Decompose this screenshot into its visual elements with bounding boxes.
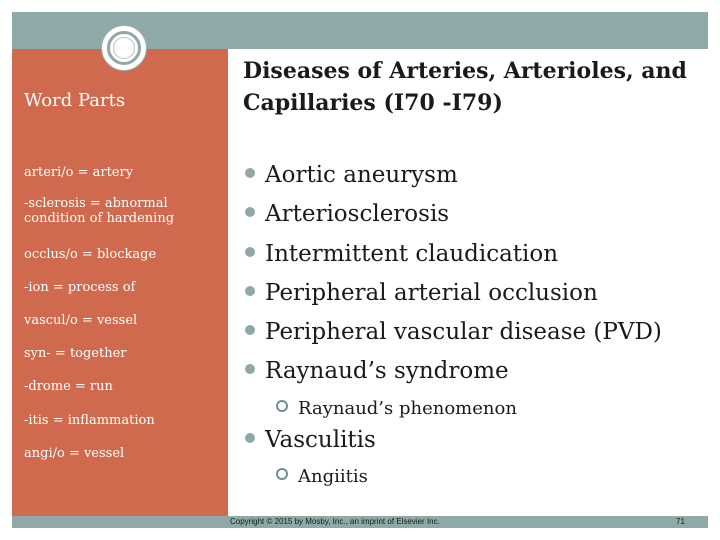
- word-part-item: vascul/o = vessel: [24, 313, 138, 328]
- bullet-item: Intermittent claudication: [245, 241, 558, 267]
- word-part-item: angi/o = vessel: [24, 446, 125, 461]
- bullet-item: Arteriosclerosis: [245, 201, 449, 227]
- circle-core: [113, 37, 135, 59]
- word-part-item: -sclerosis = abnormal condition of hardening: [24, 196, 175, 226]
- bullet-dot-icon: [245, 286, 255, 296]
- bullet-item: Peripheral arterial occlusion: [245, 280, 598, 306]
- word-part-item: syn- = together: [24, 346, 127, 361]
- bullet-dot-icon: [245, 168, 255, 178]
- sub-bullet-item: Raynaud’s phenomenon: [276, 398, 517, 419]
- hollow-circle-icon: [276, 400, 288, 412]
- copyright-footer: Copyright © 2015 by Mosby, Inc., an imprint of Elsevier Inc.: [230, 517, 440, 526]
- word-part-item: -itis = inflammation: [24, 413, 155, 428]
- hollow-circle-icon: [276, 468, 288, 480]
- word-part-item: -drome = run: [24, 379, 113, 394]
- bullet-dot-icon: [245, 325, 255, 335]
- decorative-circle-icon: [101, 25, 147, 71]
- page-number: 71: [676, 517, 685, 526]
- word-parts-title: Word Parts: [24, 90, 126, 111]
- slide-title: Diseases of Arteries, Arterioles, and Capillaries (I70 -I79): [243, 58, 687, 116]
- circle-ring: [107, 31, 141, 65]
- word-part-item: -ion = process of: [24, 280, 136, 295]
- bullet-dot-icon: [245, 364, 255, 374]
- word-part-item: occlus/o = blockage: [24, 247, 157, 262]
- bullet-dot-icon: [245, 207, 255, 217]
- bullet-item: Aortic aneurysm: [245, 162, 458, 188]
- bullet-item: Peripheral vascular disease (PVD): [245, 319, 662, 345]
- bullet-dot-icon: [245, 247, 255, 257]
- bullet-dot-icon: [245, 433, 255, 443]
- word-part-item: arteri/o = artery: [24, 165, 134, 180]
- sub-bullet-item: Angiitis: [276, 466, 368, 487]
- bullet-item: Raynaud’s syndrome: [245, 358, 509, 384]
- bullet-item: Vasculitis: [245, 427, 376, 453]
